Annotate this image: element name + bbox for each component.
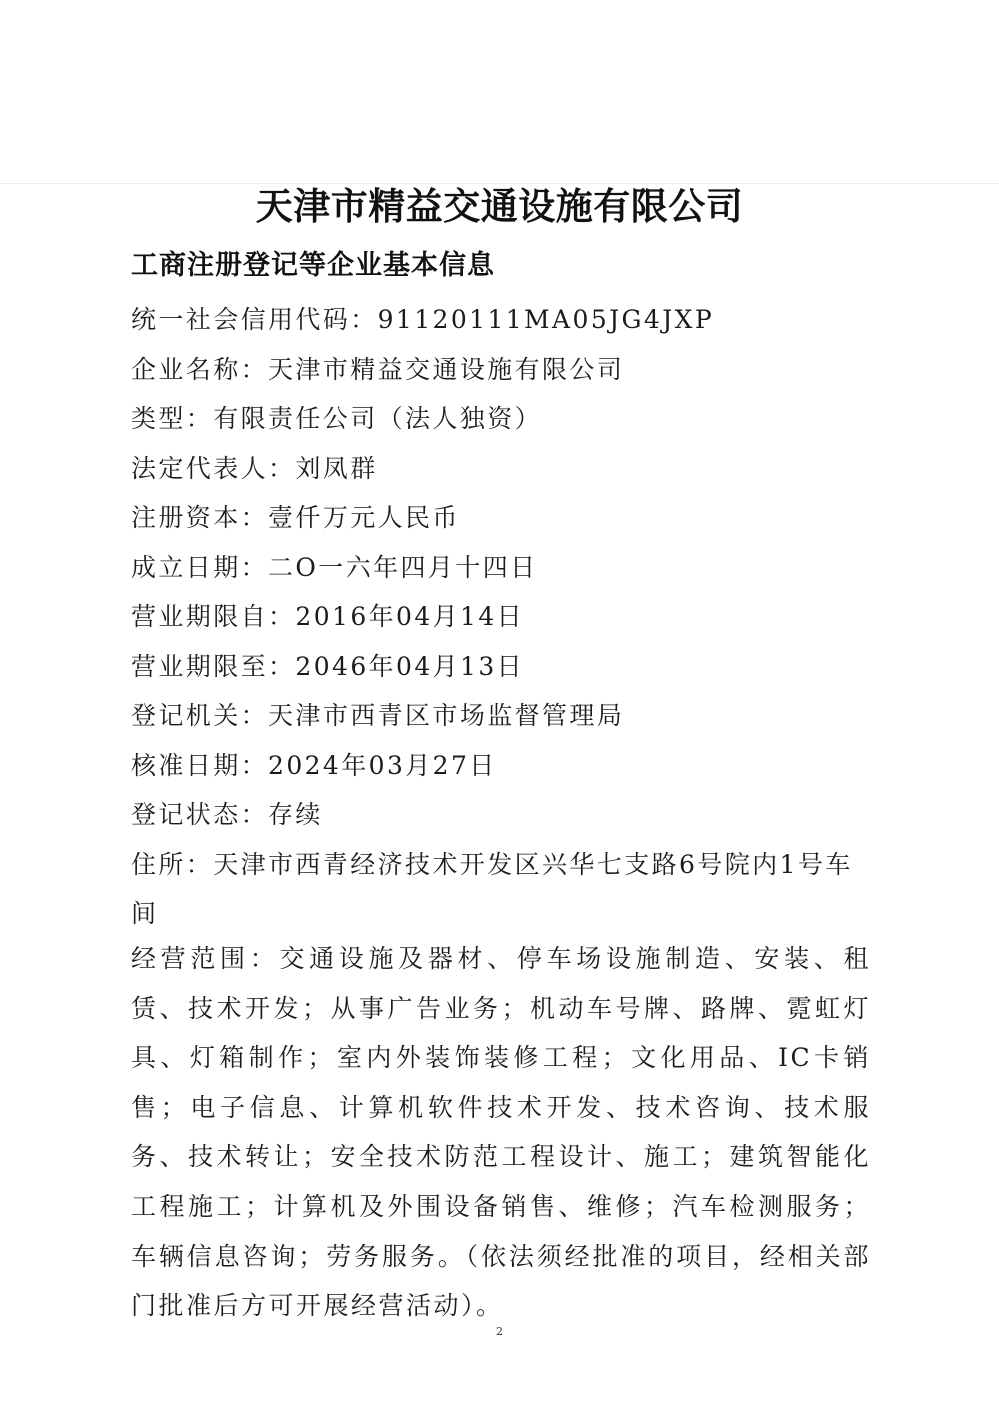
field-label: 注册资本：: [131, 503, 269, 532]
field-registration-status: [131, 790, 871, 840]
field-registration-authority: [131, 691, 871, 741]
section-heading: 工商注册登记等企业基本信息: [131, 250, 495, 281]
field-registered-capital: [131, 493, 871, 543]
field-credit-code: [131, 295, 871, 345]
business-scope-value: 交通设施及器材、停车场设施制造、安装、租赁、技术开发；从事广告业务；机动车号牌、路牌、霓虹灯具、灯箱制作；室内外装饰装修工程；文化用品、IC卡销售；电子信息、计算机软件技术开发、技术咨询、技术服务、技术转让；安全技术防范工程设计、施工；建筑智能化工程施工；计算机及外围设备销售、维修；汽车检测服务；车辆信息咨询；劳务服务。（依法须经批准的项目，经相关部门批准后方可开展经营活动）。: [131, 944, 871, 1321]
field-value: 二O一六年四月十四日: [268, 552, 538, 582]
field-value: 2024年03月27日: [268, 750, 497, 780]
field-value: 91120111MA05JG4JXP: [377, 305, 715, 334]
field-value: 2046年04月13日: [295, 651, 525, 681]
field-term-end: [131, 642, 871, 692]
field-value: 刘凤群: [295, 453, 378, 483]
field-value: 2016年04月14日: [295, 602, 525, 631]
field-label: 成立日期：: [131, 552, 269, 582]
registration-fields: [131, 295, 871, 939]
field-value: 壹仟万元人民币: [268, 503, 460, 532]
field-label: 类型：: [131, 404, 214, 433]
field-legal-representative: [131, 444, 871, 494]
business-scope: [131, 934, 871, 1331]
field-label: 登记机关：: [131, 701, 269, 730]
field-approval-date: [131, 741, 871, 791]
field-label: 统一社会信用代码：: [131, 305, 378, 334]
field-company-name: [131, 345, 871, 395]
field-company-type: [131, 394, 871, 444]
page-number: 2: [496, 1325, 503, 1338]
business-scope-label: 经营范围：: [131, 944, 280, 973]
field-value: 天津市西青区市场监督管理局: [268, 701, 625, 730]
field-address: [131, 840, 871, 939]
company-title: 天津市精益交通设施有限公司: [255, 185, 744, 228]
field-value: 存续: [268, 800, 323, 829]
field-label: 企业名称：: [131, 354, 269, 384]
field-value: 有限责任公司（法人独资）: [213, 404, 543, 433]
field-label: 法定代表人：: [131, 453, 296, 483]
field-label: 营业期限至：: [131, 651, 296, 681]
field-term-start: [131, 592, 871, 642]
field-value: 天津市西青经济技术开发区兴华七支路6号院内1号车间: [131, 849, 853, 928]
field-label: 登记状态：: [131, 800, 269, 829]
field-value: 天津市精益交通设施有限公司: [268, 354, 625, 384]
field-label: 核准日期：: [131, 750, 269, 780]
field-label: 营业期限自：: [131, 602, 296, 631]
field-establishment-date: [131, 543, 871, 593]
field-label: 住所：: [131, 849, 214, 879]
